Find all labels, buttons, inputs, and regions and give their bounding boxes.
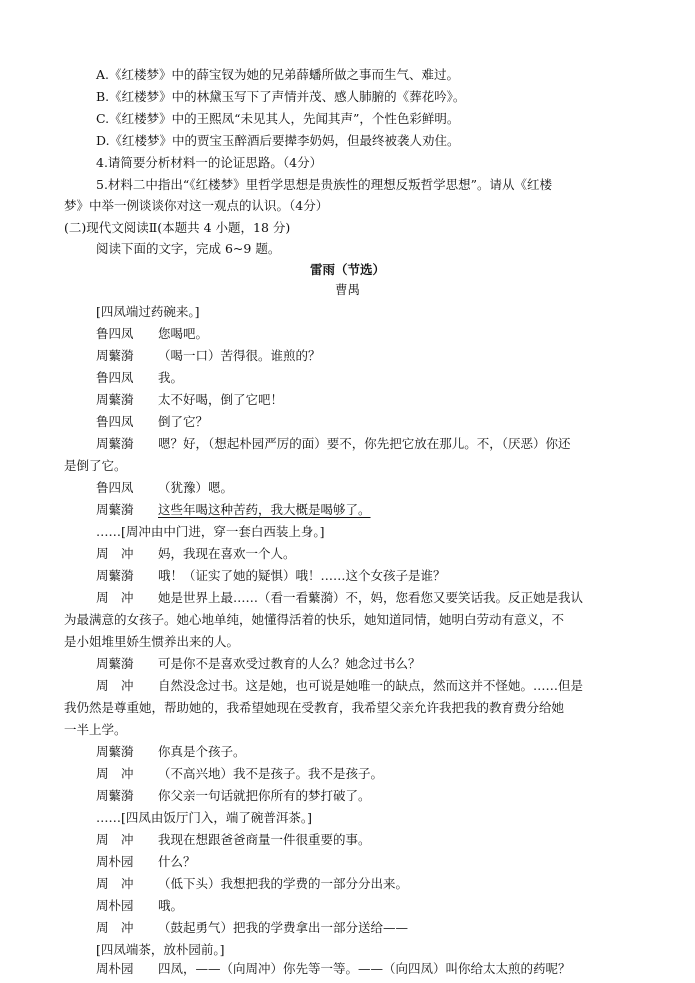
speech: 哦。 — [158, 898, 184, 913]
dialogue-line — [96, 570, 446, 583]
speaker: 鲁四凤 — [96, 370, 134, 385]
dialogue-line — [96, 416, 208, 429]
speech: （喝一口）苦得很。谁煎的？ — [158, 348, 321, 363]
speech: （犹豫）嗯。 — [158, 480, 234, 495]
speech: 太不好喝，倒了它吧！ — [158, 392, 284, 407]
dialogue-line — [96, 922, 408, 935]
stage-direction: ……[四凤由饭厅门入，端了碗普洱茶。] — [96, 810, 313, 825]
speaker: 周蘩漪 — [96, 744, 134, 759]
dialogue-line — [96, 438, 571, 451]
speaker: 周蘩漪 — [96, 788, 134, 803]
stage-direction: [四凤端茶，放朴园前。] — [96, 942, 225, 957]
speaker: 周 冲 — [96, 546, 134, 561]
speaker: 周蘩漪 — [96, 502, 134, 517]
passage-author: 曹禺 — [334, 282, 360, 297]
question-5-line-2: 梦》中举一例谈谈你对这一观点的认识。（4分） — [64, 198, 329, 213]
dialogue-line — [96, 328, 208, 341]
dialogue-line — [96, 834, 371, 847]
section-heading: (二)现代文阅读Ⅱ(本题共 4 小题，18 分) — [64, 220, 291, 235]
underlined-speech: 这些年喝这种苦药，我大概是喝够了。 — [158, 502, 371, 517]
option-a: A.《红楼梦》中的薛宝钗为她的兄弟薛蟠所做之事而生气、难过。 — [96, 67, 460, 82]
speech: 哦！（证实了她的疑惧）哦！……这个女孩子是谁？ — [158, 568, 446, 583]
speaker: 周蘩漪 — [96, 348, 134, 363]
dialogue-line — [96, 746, 246, 759]
passage-title: 雷雨（节选） — [309, 262, 385, 277]
speaker: 鲁四凤 — [96, 326, 134, 341]
option-b: B.《红楼梦》中的林黛玉写下了声情并茂、感人肺腑的《葬花吟》。 — [96, 89, 466, 104]
speech: （鼓起勇气）把我的学费拿出一部分送给—— — [158, 920, 409, 935]
dialogue-line — [96, 372, 183, 385]
dialogue-continuation: 一半上学。 — [64, 722, 127, 737]
speaker: 周 冲 — [96, 832, 134, 847]
speaker: 周 冲 — [96, 766, 134, 781]
dialogue-line — [96, 790, 371, 803]
speech: 您喝吧。 — [158, 326, 209, 341]
dialogue-continuation: 我仍然是尊重她，帮助她的，我希望她现在受教育，我希望父亲允许我把我的教育费分给她 — [64, 700, 565, 715]
speech: （不高兴地）我不是孩子。我不是孩子。 — [158, 766, 384, 781]
speaker: 周朴园 — [96, 898, 134, 913]
dialogue-line — [96, 504, 371, 517]
question-5-line-1: 5.材料二中指出“《红楼梦》里哲学思想是贵族性的理想反叛哲学思想”。请从《红楼 — [96, 177, 552, 192]
dialogue-line — [96, 856, 196, 869]
speaker: 鲁四凤 — [96, 414, 134, 429]
dialogue-line — [96, 963, 571, 976]
speech: 妈，我现在喜欢一个人。 — [158, 546, 296, 561]
speaker: 周朴园 — [96, 961, 134, 976]
speech: 什么？ — [158, 854, 196, 869]
speaker: 周 冲 — [96, 920, 134, 935]
dialogue-line — [96, 900, 183, 913]
speech: 倒了它？ — [158, 414, 209, 429]
speaker: 周 冲 — [96, 876, 134, 891]
speech: 嗯？好，（想起朴园严厉的面）要不，你先把它放在那儿。不，（厌恶）你还 — [158, 436, 571, 451]
speech: 我现在想跟爸爸商量一件很重要的事。 — [158, 832, 371, 847]
speech: （低下头）我想把我的学费的一部分分出来。 — [158, 876, 409, 891]
option-d: D.《红楼梦》中的贾宝玉醉酒后要撵李奶妈，但最终被袭人劝住。 — [96, 133, 460, 148]
speech: 你真是个孩子。 — [158, 744, 246, 759]
dialogue-line — [96, 350, 321, 363]
dialogue-line — [96, 592, 583, 605]
dialogue-continuation: 为最满意的女孩子。她心地单纯，她懂得活着的快乐，她知道同情，她明白劳动有意义，不 — [64, 612, 565, 627]
dialogue-line — [96, 548, 296, 561]
dialogue-line — [96, 680, 583, 693]
dialogue-line — [96, 768, 383, 781]
dialogue-continuation: 是倒了它。 — [64, 458, 127, 473]
speech: 她是世界上最……（看一看蘩漪）不，妈，您看您又要笑话我。反正她是我认 — [158, 590, 584, 605]
dialogue-line — [96, 878, 408, 891]
dialogue-continuation: 是小姐堆里娇生惯养出来的人。 — [64, 634, 240, 649]
dialogue-line — [96, 658, 421, 671]
speech: 四凤，——（向周冲）你先等一等。——（向四凤）叫你给太太煎的药呢？ — [158, 961, 571, 976]
speech: 可是你不是喜欢受过教育的人么？她念过书么？ — [158, 656, 421, 671]
stage-direction: [四凤端过药碗来。] — [96, 304, 200, 319]
speaker: 周蘩漪 — [96, 436, 134, 451]
speaker: 周 冲 — [96, 590, 134, 605]
instruction: 阅读下面的文字，完成 6~9 题。 — [96, 241, 281, 256]
speaker: 周蘩漪 — [96, 656, 134, 671]
dialogue-line — [96, 394, 283, 407]
speaker: 周蘩漪 — [96, 392, 134, 407]
speech: 你父亲一句话就把你所有的梦打破了。 — [158, 788, 371, 803]
speaker: 周朴园 — [96, 854, 134, 869]
stage-direction: ……[周冲由中门进，穿一套白西装上身。] — [96, 524, 325, 539]
question-4: 4.请简要分析材料一的论证思路。（4分） — [96, 155, 323, 170]
speech: 我。 — [158, 370, 184, 385]
speaker: 周蘩漪 — [96, 568, 134, 583]
option-c: C.《红楼梦》中的王熙凤“未见其人，先闻其声”，个性色彩鲜明。 — [96, 111, 460, 126]
speaker: 鲁四凤 — [96, 480, 134, 495]
dialogue-line — [96, 482, 233, 495]
speech: 自然没念过书。这是她，也可说是她唯一的缺点，然而这并不怪她。……但是 — [158, 678, 584, 693]
speaker: 周 冲 — [96, 678, 134, 693]
